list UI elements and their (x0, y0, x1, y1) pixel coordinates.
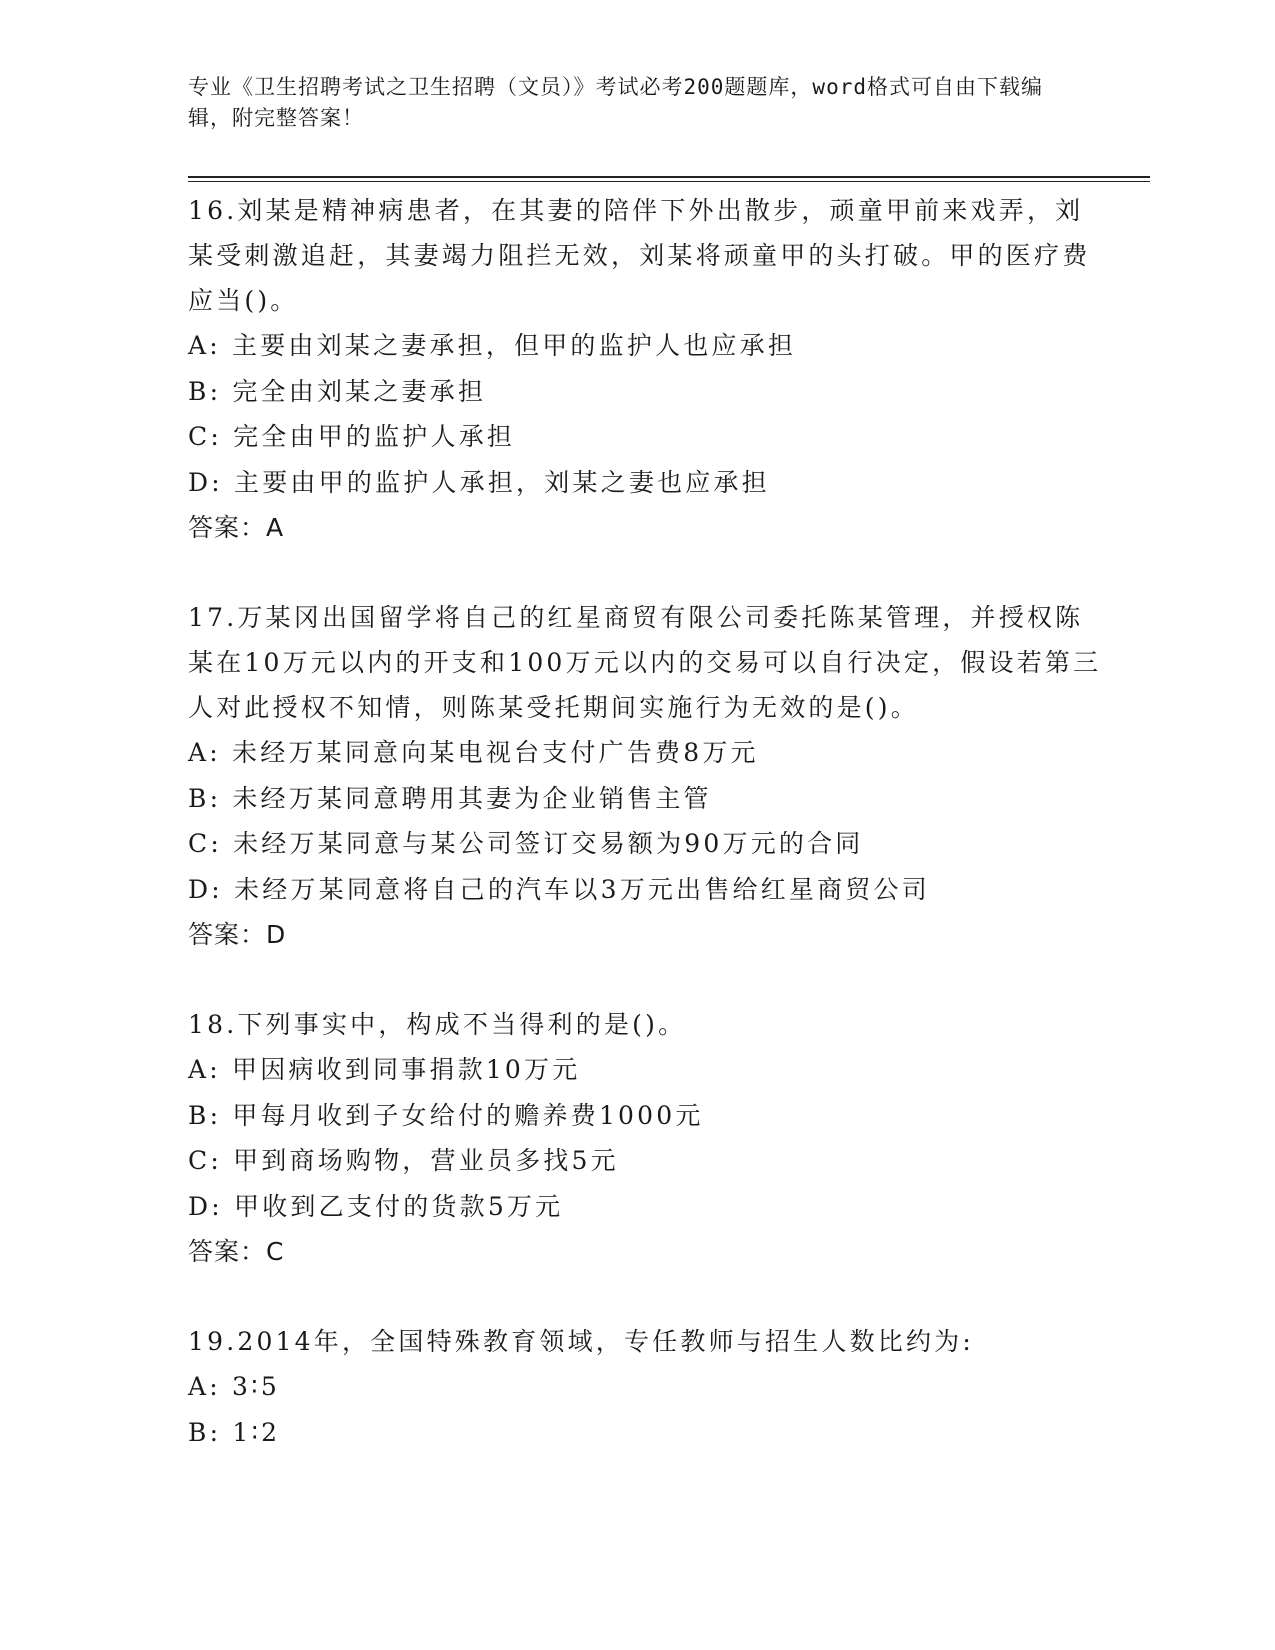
option-c: C: 甲到商场购物，营业员多找5元 (188, 1146, 619, 1175)
question-19 (188, 1319, 1108, 1455)
question-stem: 19.2014年，全国特殊教育领域，专任教师与招生人数比约为: (188, 1327, 975, 1356)
question-gap (188, 957, 1108, 1002)
option-a: A: 甲因病收到同事捐款10万元 (188, 1055, 581, 1084)
answer: 答案：D (188, 920, 287, 949)
option-b: B: 未经万某同意聘用其妻为企业销售主管 (188, 783, 712, 813)
option-c: C: 完全由甲的监护人承担 (188, 422, 516, 451)
header-divider-thin (188, 181, 1150, 182)
answer: 答案：A (188, 513, 285, 542)
question-gap (188, 1274, 1108, 1319)
question-gap (188, 550, 1108, 595)
option-b: B: 完全由刘某之妻承担 (188, 376, 487, 406)
header-divider (188, 176, 1150, 178)
question-list (188, 188, 1108, 1455)
option-d: D: 未经万某同意将自己的汽车以3万元出售给红星商贸公司 (188, 874, 930, 904)
question-stem: 16.刘某是精神病患者，在其妻的陪伴下外出散步，顽童甲前来戏弄，刘某受刺激追赶，其妻竭力阻拦无效，刘某将顽童甲的头打破。甲的医疗费应当()。 (188, 196, 1091, 315)
option-b: B: 甲每月收到子女给付的赡养费1000元 (188, 1100, 704, 1130)
option-a: A: 未经万某同意向某电视台支付广告费8万元 (188, 738, 759, 767)
option-b: B: 1∶2 (188, 1417, 281, 1447)
document-header: 专业《卫生招聘考试之卫生招聘（文员）》考试必考200题题库，word格式可自由下载编辑，附完整答案！ (188, 75, 1043, 130)
option-a: A: 3∶5 (188, 1372, 280, 1401)
option-d: D: 主要由甲的监护人承担，刘某之妻也应承担 (188, 467, 770, 497)
question-stem: 18.下列事实中，构成不当得利的是()。 (188, 1010, 687, 1039)
question-17 (188, 595, 1108, 957)
option-c: C: 未经万某同意与某公司签订交易额为90万元的合同 (188, 829, 864, 858)
answer: 答案：C (188, 1237, 285, 1266)
question-16 (188, 188, 1108, 550)
option-d: D: 甲收到乙支付的货款5万元 (188, 1191, 564, 1221)
question-stem: 17.万某冈出国留学将自己的红星商贸有限公司委托陈某管理，并授权陈某在10万元以内的开支和100万元以内的交易可以自行决定，假设若第三人对此授权不知情，则陈某受托期间实施行为无效的是()。 (188, 603, 1102, 722)
option-a: A: 主要由刘某之妻承担，但甲的监护人也应承担 (188, 331, 797, 360)
question-18 (188, 1002, 1108, 1274)
